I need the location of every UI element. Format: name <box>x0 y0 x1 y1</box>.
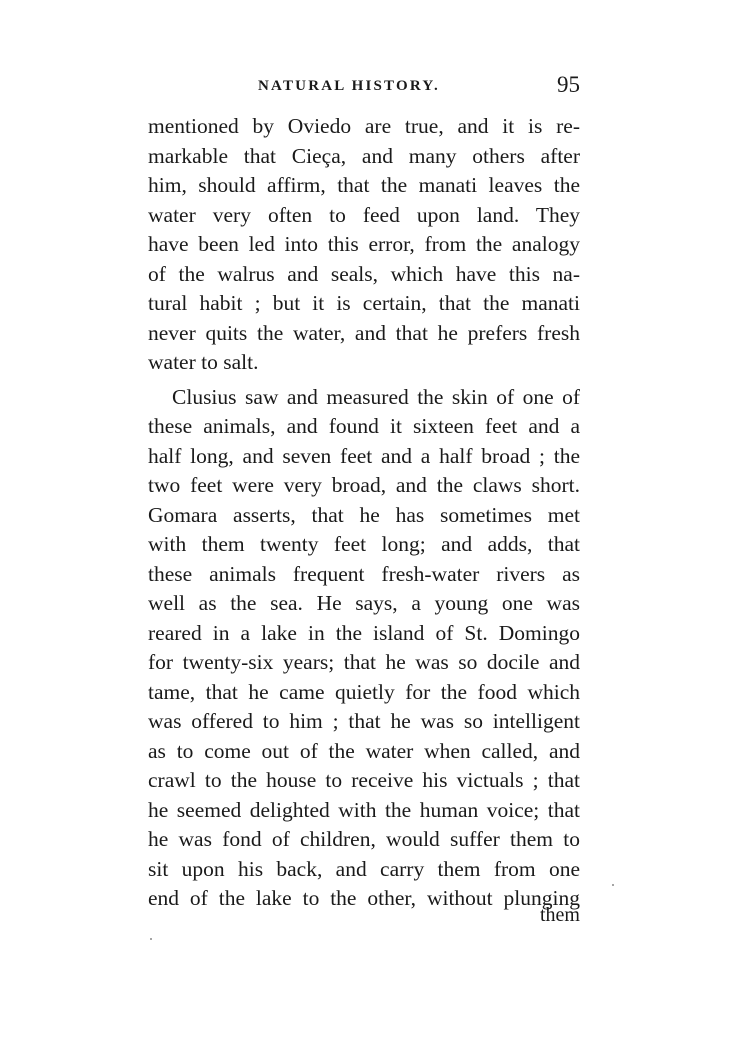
paragraph <box>148 112 580 378</box>
text-line: him, should affirm, that the manati leaves the <box>148 173 580 197</box>
text-line: tame, that he came quietly for the food which <box>148 679 580 704</box>
page-number: 95 <box>557 72 580 97</box>
text-line: markable that Cieça, and many others after <box>148 143 580 168</box>
text-line: he was fond of children, would suffer them to <box>148 827 580 851</box>
text-line: as to come out of the water when called, and <box>148 738 580 763</box>
page-header <box>148 74 580 104</box>
text-line: for twenty-six years; that he was so docile and <box>148 650 580 674</box>
paper-speck <box>150 938 152 940</box>
catchword: them <box>540 904 580 926</box>
paper-speck <box>612 884 614 886</box>
text-line: never quits the water, and that he prefers fresh <box>148 320 580 345</box>
text-line: of the walrus and seals, which have this na- <box>148 261 580 286</box>
text-line: was offered to him ; that he was so intelligent <box>148 709 580 733</box>
text-line: sit upon his back, and carry them from one <box>148 856 580 881</box>
text-line: he seemed delighted with the human voice; that <box>148 797 580 822</box>
paragraph <box>148 383 580 914</box>
text-line: crawl to the house to receive his victuals ; that <box>148 768 580 792</box>
running-head: NATURAL HISTORY. <box>258 78 440 94</box>
text-line: two feet were very broad, and the claws short. <box>148 473 580 497</box>
text-line: have been led into this error, from the analogy <box>148 232 580 256</box>
text-line: Clusius saw and measured the skin of one of <box>172 384 580 409</box>
text-line: mentioned by Oviedo are true, and it is re- <box>148 114 580 138</box>
text-line: these animals frequent fresh-water rivers as <box>148 561 580 586</box>
body-text <box>148 112 580 914</box>
text-line: Gomara asserts, that he has sometimes met <box>148 502 580 527</box>
text-line: half long, and seven feet and a half broad ; the <box>148 443 580 468</box>
text-line: well as the sea. He says, a young one was <box>148 591 580 615</box>
text-line: tural habit ; but it is certain, that the manati <box>148 291 580 315</box>
text-line: with them twenty feet long; and adds, that <box>148 532 580 556</box>
text-line: water to salt. <box>148 350 259 374</box>
text-line: end of the lake to the other, without plunging <box>148 886 580 910</box>
text-line: water very often to feed upon land. They <box>148 202 580 227</box>
text-line: reared in a lake in the island of St. Domingo <box>148 620 580 645</box>
text-line: these animals, and found it sixteen feet and a <box>148 414 580 438</box>
